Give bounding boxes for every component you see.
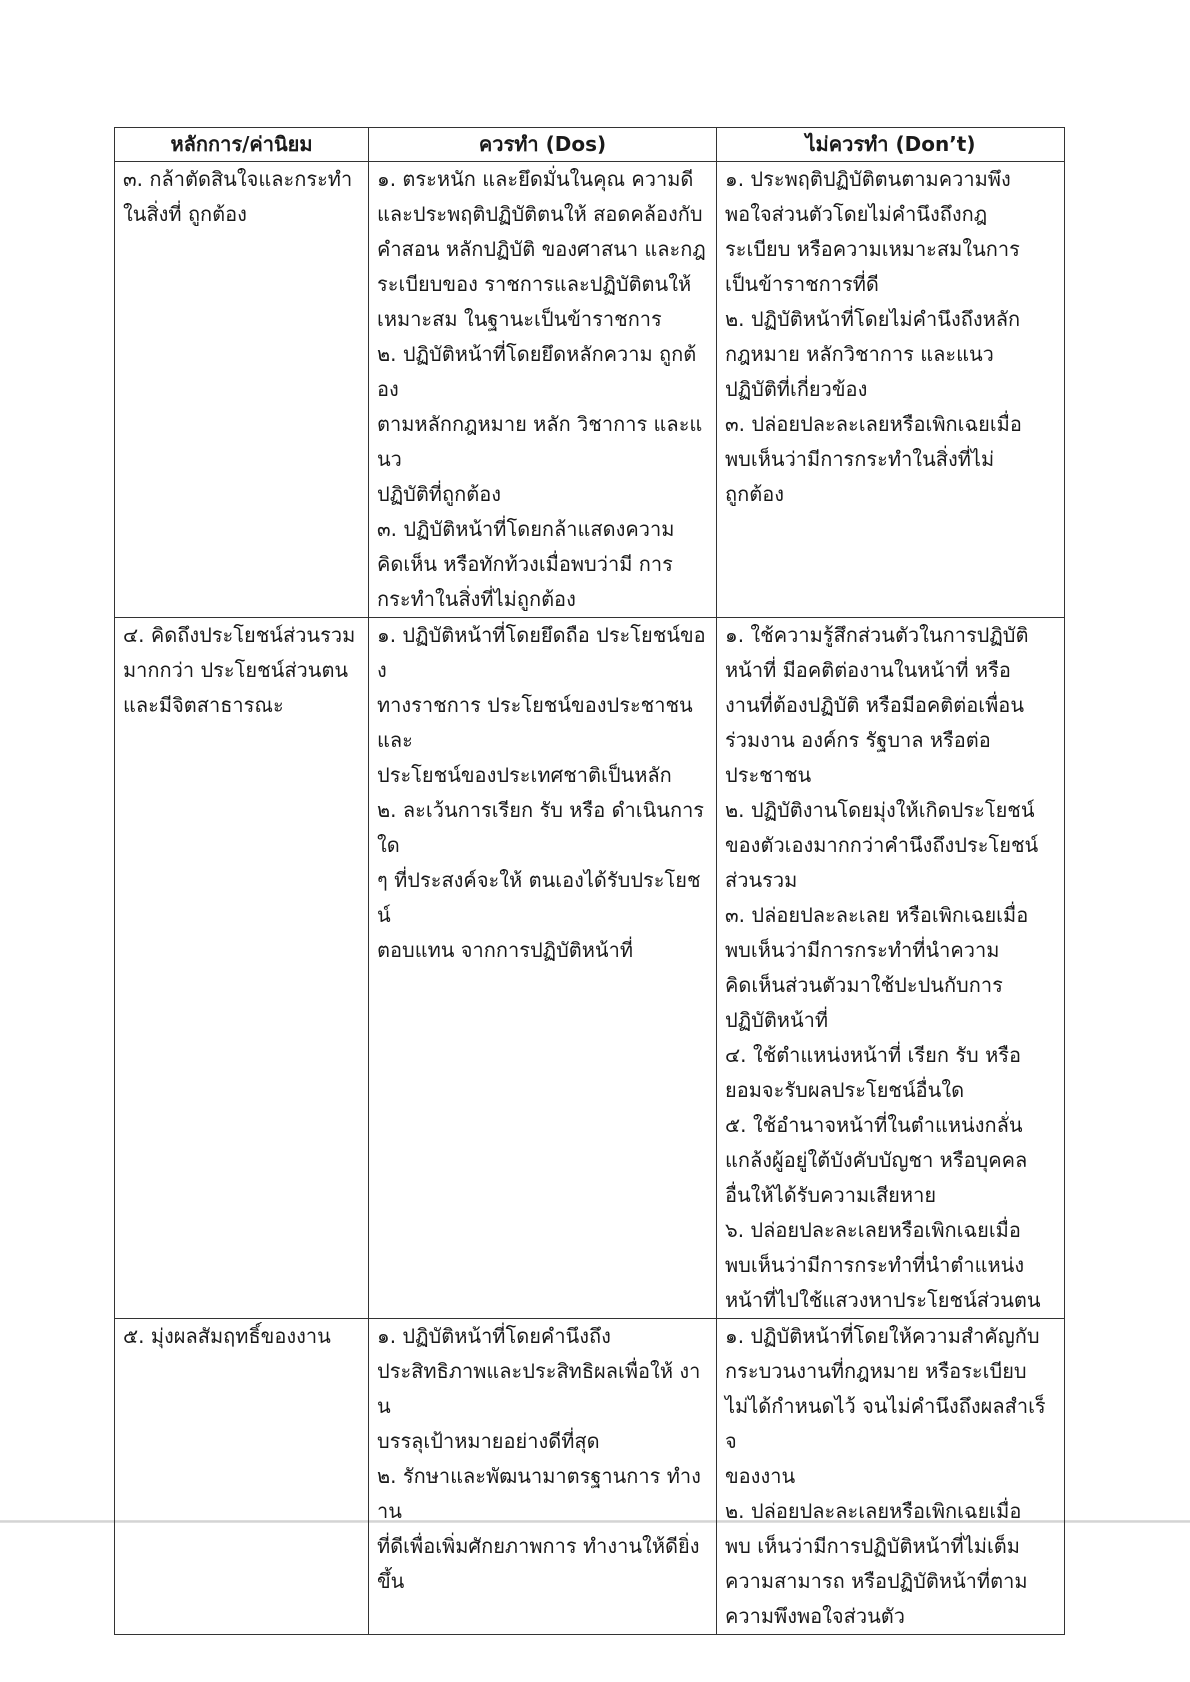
principle-cell <box>115 1319 369 1635</box>
cell-text-line: ๔. ใช้ตำแหน่งหน้าที่ เรียก รับ หรือ <box>725 1043 1022 1067</box>
cell-text-line: ประโยชน์ของประเทศชาติเป็นหลัก <box>377 763 672 787</box>
cell-text-line: ไม่ได้กำหนดไว้ จนไม่คำนึงถึงผลสำเร็จ <box>725 1394 1046 1453</box>
cell-text-line: ๓. ปฏิบัติหน้าที่โดยกล้าแสดงความ <box>377 517 675 541</box>
cell-text-line: พอใจส่วนตัวโดยไม่คำนึงถึงกฎ <box>725 202 988 226</box>
table-row <box>115 618 1065 1319</box>
cell-text-line: ความพึงพอใจส่วนตัว <box>725 1604 905 1628</box>
cell-text-line: พบเห็นว่ามีการกระทำที่นำตำแหน่ง <box>725 1253 1025 1277</box>
cell-text-line: คำสอน หลักปฏิบัติ ของศาสนา และกฎ <box>377 237 706 261</box>
ethics-table <box>114 127 1065 1635</box>
cell-text-line: บรรลุเป้าหมายอย่างดีที่สุด <box>377 1429 600 1453</box>
cell-text-line: ๑. ประพฤติปฏิบัติตนตามความพึง <box>725 167 1011 191</box>
cell-text-line: ๑. ตระหนัก และยึดมั่นในคุณ ความดี <box>377 167 694 191</box>
table-row <box>115 1319 1065 1635</box>
cell-text-line: ที่ดีเพื่อเพิ่มศักยภาพการ ทำงานให้ดียิ่งขึ้น <box>377 1534 700 1593</box>
cell-text-line: ๒. ปล่อยปละละเลยหรือเพิกเฉยเมื่อ <box>725 1499 1022 1523</box>
cell-text-line: ปฏิบัติหน้าที่ <box>725 1008 829 1032</box>
cell-text-line: ๒. ละเว้นการเรียก รับ หรือ ดำเนินการใด <box>377 798 705 857</box>
dos-cell <box>369 618 717 1319</box>
donts-cell <box>717 1319 1065 1635</box>
cell-text-line: ๑. ใช้ความรู้สึกส่วนตัวในการปฏิบัติ <box>725 623 1029 647</box>
cell-text-line: ปฏิบัติที่เกี่ยวข้อง <box>725 377 868 401</box>
cell-text-line: ๑. ปฏิบัติหน้าที่โดยให้ความสำคัญกับ <box>725 1324 1040 1348</box>
cell-text-line: ๔. คิดถึงประโยชน์ส่วนรวม <box>123 623 356 647</box>
cell-text-line: มากกว่า ประโยชน์ส่วนตน <box>123 658 349 682</box>
cell-text-line: พบเห็นว่ามีการกระทำที่นำความ <box>725 938 1000 962</box>
cell-text-line: คิดเห็น หรือทักท้วงเมื่อพบว่ามี การ <box>377 552 673 576</box>
table-row <box>115 162 1065 618</box>
cell-text-line: ถูกต้อง <box>725 482 784 506</box>
cell-text-line: ระเบียบของ ราชการและปฏิบัติตนให้ <box>377 272 692 296</box>
cell-text-line: ของงาน <box>725 1464 796 1488</box>
cell-text-line: ในสิ่งที่ ถูกต้อง <box>123 202 247 226</box>
cell-text-line: ๒. รักษาและพัฒนามาตรฐานการ ทำงาน <box>377 1464 701 1523</box>
header-donts: ไม่ควรทำ (Don’t) <box>717 128 1065 162</box>
dos-cell <box>369 162 717 618</box>
cell-text-line: ๑. ปฏิบัติหน้าที่โดยยึดถือ ประโยชน์ของ <box>377 623 706 682</box>
cell-text-line: ของตัวเองมากกว่าคำนึงถึงประโยชน์ <box>725 833 1039 857</box>
cell-text-line: ส่วนรวม <box>725 868 798 892</box>
header-dos: ควรทำ (Dos) <box>369 128 717 162</box>
cell-text-line: อื่นให้ได้รับความเสียหาย <box>725 1183 937 1207</box>
cell-text-line: ๕. มุ่งผลสัมฤทธิ์ของงาน <box>123 1324 331 1348</box>
cell-text-line: กระทำในสิ่งที่ไม่ถูกต้อง <box>377 587 576 611</box>
cell-text-line: ร่วมงาน องค์กร รัฐบาล หรือต่อ <box>725 728 991 752</box>
donts-cell <box>717 162 1065 618</box>
table-header-row <box>115 128 1065 162</box>
cell-text-line: ๒. ปฏิบัติหน้าที่โดยยึดหลักความ ถูกต้อง <box>377 342 697 401</box>
cell-text-line: ๑. ปฏิบัติหน้าที่โดยคำนึงถึง <box>377 1324 611 1348</box>
cell-text-line: พบเห็นว่ามีการกระทำในสิ่งที่ไม่ <box>725 447 995 471</box>
cell-text-line: ประสิทธิภาพและประสิทธิผลเพื่อให้ งาน <box>377 1359 701 1418</box>
cell-text-line: ระเบียบ หรือความเหมาะสมในการ <box>725 237 1020 261</box>
cell-text-line: ความสามารถ หรือปฏิบัติหน้าที่ตาม <box>725 1569 1028 1593</box>
cell-text-line: ทางราชการ ประโยชน์ของประชาชน และ <box>377 693 693 752</box>
header-principle: หลักการ/ค่านิยม <box>115 128 369 162</box>
cell-text-line: ๕. ใช้อำนาจหน้าที่ในตำแหน่งกลั่น <box>725 1113 1023 1137</box>
cell-text-line: ปฏิบัติที่ถูกต้อง <box>377 482 501 506</box>
cell-text-line: ตามหลักกฎหมาย หลัก วิชาการ และแนว <box>377 412 703 471</box>
cell-text-line: หน้าที่ไปใช้แสวงหาประโยชน์ส่วนตน <box>725 1288 1041 1312</box>
cell-text-line: เป็นข้าราชการที่ดี <box>725 272 879 296</box>
cell-text-line: ๒. ปฏิบัติงานโดยมุ่งให้เกิดประโยชน์ <box>725 798 1035 822</box>
cell-text-line: ๓. ปล่อยปละละเลย หรือเพิกเฉยเมื่อ <box>725 903 1029 927</box>
cell-text-line: หน้าที่ มีอคติต่องานในหน้าที่ หรือ <box>725 658 1011 682</box>
dos-cell <box>369 1319 717 1635</box>
cell-text-line: ประชาชน <box>725 763 812 787</box>
cell-text-line: เหมาะสม ในฐานะเป็นข้าราชการ <box>377 307 662 331</box>
principle-cell <box>115 618 369 1319</box>
cell-text-line: พบ เห็นว่ามีการปฏิบัติหน้าที่ไม่เต็ม <box>725 1534 1020 1558</box>
cell-text-line: และมีจิตสาธารณะ <box>123 693 284 717</box>
cell-text-line: ๓. ปล่อยปละละเลยหรือเพิกเฉยเมื่อ <box>725 412 1022 436</box>
cell-text-line: ตอบแทน จากการปฏิบัติหน้าที่ <box>377 938 634 962</box>
cell-text-line: งานที่ต้องปฏิบัติ หรือมีอคติต่อเพื่อน <box>725 693 1024 717</box>
cell-text-line: กระบวนงานที่กฎหมาย หรือระเบียบ <box>725 1359 1027 1383</box>
cell-text-line: คิดเห็นส่วนตัวมาใช้ปะปนกับการ <box>725 973 1003 997</box>
cell-text-line: ยอมจะรับผลประโยชน์อื่นใด <box>725 1078 965 1102</box>
cell-text-line: แกล้งผู้อยู่ใต้บังคับบัญชา หรือบุคคล <box>725 1148 1028 1172</box>
cell-text-line: ๓. กล้าตัดสินใจและกระทำ <box>123 167 353 191</box>
cell-text-line: ๆ ที่ประสงค์จะให้ ตนเองได้รับประโยชน์ <box>377 868 701 927</box>
principle-cell <box>115 162 369 618</box>
cell-text-line: ๖. ปล่อยปละละเลยหรือเพิกเฉยเมื่อ <box>725 1218 1021 1242</box>
cell-text-line: กฎหมาย หลักวิชาการ และแนว <box>725 342 994 366</box>
donts-cell <box>717 618 1065 1319</box>
cell-text-line: และประพฤติปฏิบัติตนให้ สอดคล้องกับ <box>377 202 703 226</box>
cell-text-line: ๒. ปฏิบัติหน้าที่โดยไม่คำนึงถึงหลัก <box>725 307 1021 331</box>
